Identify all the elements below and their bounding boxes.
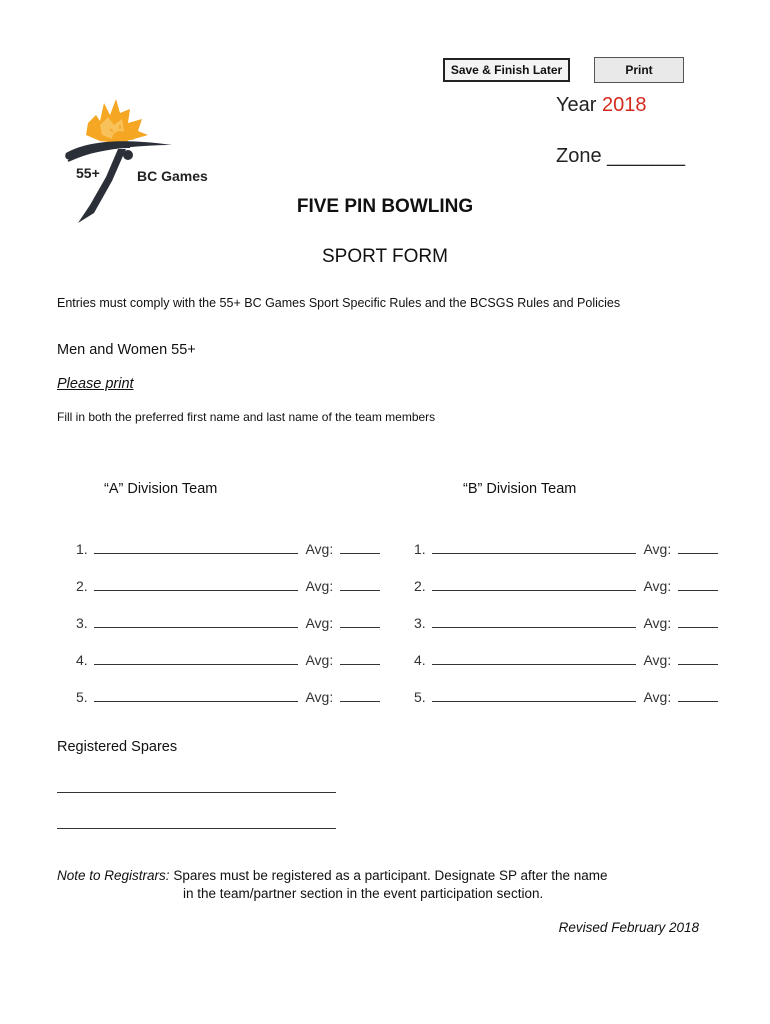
team-a-member-row[interactable] (76, 652, 380, 668)
category-label: Men and Women 55+ (57, 342, 196, 358)
name-input-line[interactable] (432, 579, 636, 591)
avg-label: Avg: (643, 541, 672, 557)
avg-input-line[interactable] (340, 579, 380, 591)
avg-input-line[interactable] (678, 542, 718, 554)
registrar-note (57, 867, 608, 903)
avg-input-line[interactable] (340, 690, 380, 702)
avg-input-line[interactable] (678, 616, 718, 628)
row-number: 5. (414, 689, 426, 705)
note-line-1: Spares must be registered as a participant. Designate SP after the name (173, 868, 608, 883)
spare-input-line[interactable] (57, 828, 336, 829)
year-value[interactable]: 2018 (601, 94, 647, 116)
avg-label: Avg: (305, 541, 334, 557)
avg-input-line[interactable] (678, 579, 718, 591)
year-label: Year (556, 94, 597, 116)
page-subtitle: SPORT FORM (322, 246, 448, 267)
team-a-member-row[interactable] (76, 615, 380, 631)
name-input-line[interactable] (94, 690, 298, 702)
name-input-line[interactable] (94, 616, 298, 628)
save-finish-later-button[interactable]: Save & Finish Later (443, 58, 570, 82)
avg-label: Avg: (305, 652, 334, 668)
team-b-member-row[interactable] (414, 578, 718, 594)
avg-label: Avg: (643, 615, 672, 631)
logo-age-label: 55+ (76, 165, 100, 181)
avg-label: Avg: (305, 615, 334, 631)
team-b-member-row[interactable] (414, 615, 718, 631)
spare-input-line[interactable] (57, 792, 336, 793)
row-number: 1. (414, 541, 426, 557)
avg-label: Avg: (643, 652, 672, 668)
row-number: 2. (414, 578, 426, 594)
year-field (556, 94, 646, 117)
zone-input[interactable]: _______ (607, 145, 686, 167)
row-number: 2. (76, 578, 88, 594)
page-title: FIVE PIN BOWLING (296, 196, 474, 217)
avg-input-line[interactable] (340, 653, 380, 665)
division-a-title: “A” Division Team (104, 481, 218, 497)
row-number: 3. (414, 615, 426, 631)
row-number: 5. (76, 689, 88, 705)
compliance-text: Entries must comply with the 55+ BC Games Sport Specific Rules and the BCSGS Rules and Policies (57, 296, 621, 310)
avg-input-line[interactable] (678, 653, 718, 665)
note-line-2: in the team/partner section in the event participation section. (183, 886, 544, 901)
name-input-line[interactable] (94, 542, 298, 554)
team-b-member-row[interactable] (414, 689, 718, 705)
team-a-member-row[interactable] (76, 541, 380, 557)
zone-field (556, 145, 685, 168)
team-b-member-row[interactable] (414, 541, 718, 557)
division-b-title: “B” Division Team (463, 481, 577, 497)
row-number: 1. (76, 541, 88, 557)
note-label: Note to Registrars: (57, 868, 170, 883)
registered-spares-title: Registered Spares (57, 739, 178, 755)
name-input-line[interactable] (432, 653, 636, 665)
name-input-line[interactable] (432, 690, 636, 702)
avg-input-line[interactable] (340, 616, 380, 628)
zone-label: Zone (556, 145, 602, 167)
logo-org-name: BC Games (137, 168, 208, 184)
row-number: 4. (76, 652, 88, 668)
row-number: 3. (76, 615, 88, 631)
team-b-member-row[interactable] (414, 652, 718, 668)
avg-label: Avg: (305, 689, 334, 705)
name-input-line[interactable] (432, 542, 636, 554)
name-input-line[interactable] (94, 653, 298, 665)
avg-label: Avg: (643, 578, 672, 594)
name-input-line[interactable] (432, 616, 636, 628)
avg-input-line[interactable] (678, 690, 718, 702)
name-input-line[interactable] (94, 579, 298, 591)
print-button[interactable]: Print (594, 57, 684, 83)
row-number: 4. (414, 652, 426, 668)
please-print-label: Please print (57, 376, 134, 392)
team-a-member-row[interactable] (76, 689, 380, 705)
avg-input-line[interactable] (340, 542, 380, 554)
revision-date: Revised February 2018 (558, 920, 699, 935)
avg-label: Avg: (643, 689, 672, 705)
avg-label: Avg: (305, 578, 334, 594)
fill-instructions: Fill in both the preferred first name and last name of the team members (57, 410, 436, 424)
team-a-member-row[interactable] (76, 578, 380, 594)
